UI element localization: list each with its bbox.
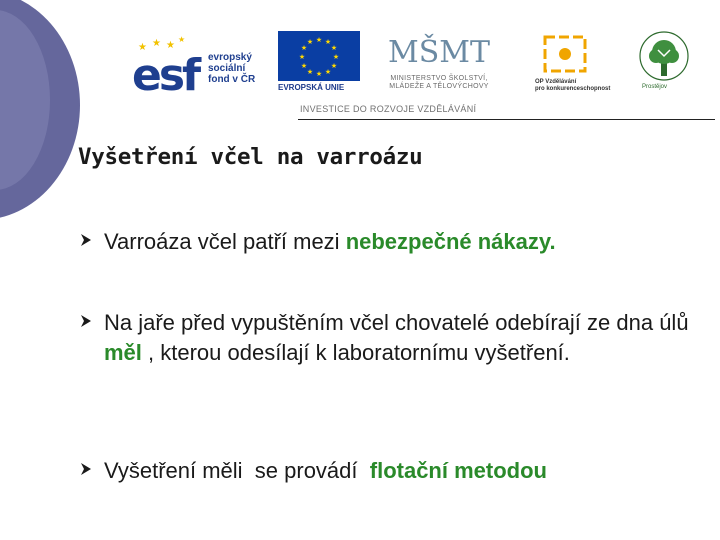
svg-text:★: ★ [324,68,332,76]
op-logo-icon [535,31,595,77]
op-line: pro konkurenceschopnost [535,86,611,92]
esf-line: sociální [208,63,246,74]
svg-text:★: ★ [332,53,340,61]
msmt-logo-icon [388,30,490,70]
esf-logo [130,30,270,101]
svg-text:★: ★ [138,42,147,53]
svg-text:★: ★ [166,40,175,51]
bullet-text [104,308,710,368]
eu-logo-label: EVROPSKÁ UNIE [278,83,345,92]
arrowhead-icon [80,462,92,476]
eu-logo [278,31,362,95]
svg-text:★: ★ [306,68,314,76]
esf-line: evropský [208,52,252,63]
svg-text:★: ★ [324,38,332,46]
svg-text:esf: esf [132,50,199,101]
svg-text:MŠMT: MŠMT [388,35,490,70]
bullet-text [104,456,710,486]
investice-tagline: INVESTICE DO ROZVOJE VZDĚLÁVÁNÍ [300,104,477,114]
arrowhead-icon [80,233,92,247]
highlight-text: flotační metodou [369,458,547,483]
msmt-logo [368,30,510,96]
bullet-text-plain: Varroáza včel patří mezi [104,229,346,254]
svg-text:★: ★ [315,70,323,78]
esf-logo-icon [132,35,208,101]
slide-title: Vyšetření včel na varroázu [78,144,423,170]
logo-bar [130,28,715,120]
svg-text:★: ★ [330,44,338,52]
bullet-text-plain: , kterou odesílají k laboratornímu vyšetření. [141,340,570,365]
school-logo-label: Prostějov [642,84,668,90]
svg-text:★: ★ [178,35,186,44]
svg-text:★: ★ [300,62,308,70]
svg-text:★: ★ [315,36,323,44]
school-logo [630,28,698,96]
svg-text:★: ★ [300,44,308,52]
svg-text:★: ★ [298,53,306,61]
bullet-text [104,227,710,257]
op-line: OP Vzdělávání [535,79,577,85]
op-logo-text [535,79,610,93]
op-logo [535,31,611,97]
esf-logo-text [208,52,255,85]
esf-line: fond v ČR [208,74,256,85]
school-tree-icon [630,28,698,84]
highlight-text: měl [104,340,142,365]
arrowhead-icon [80,314,92,328]
msmt-line: MLÁDEŽE A TĚLOVÝCHOVY [389,83,489,90]
bullet-text-plain: Na jaře před vypuštěním včel chovatelé odebírají ze dna úlů [104,310,689,335]
svg-text:★: ★ [330,62,338,70]
highlight-text: nebezpečné nákazy. [345,229,556,254]
bullet-text-plain: Vyšetření měli se provádí [104,458,370,483]
msmt-line: MINISTERSTVO ŠKOLSTVÍ, [390,75,488,82]
eu-flag-icon [278,31,360,81]
svg-text:★: ★ [306,38,314,46]
header-divider [298,119,715,120]
svg-text:★: ★ [152,38,161,49]
msmt-logo-text [368,75,510,91]
